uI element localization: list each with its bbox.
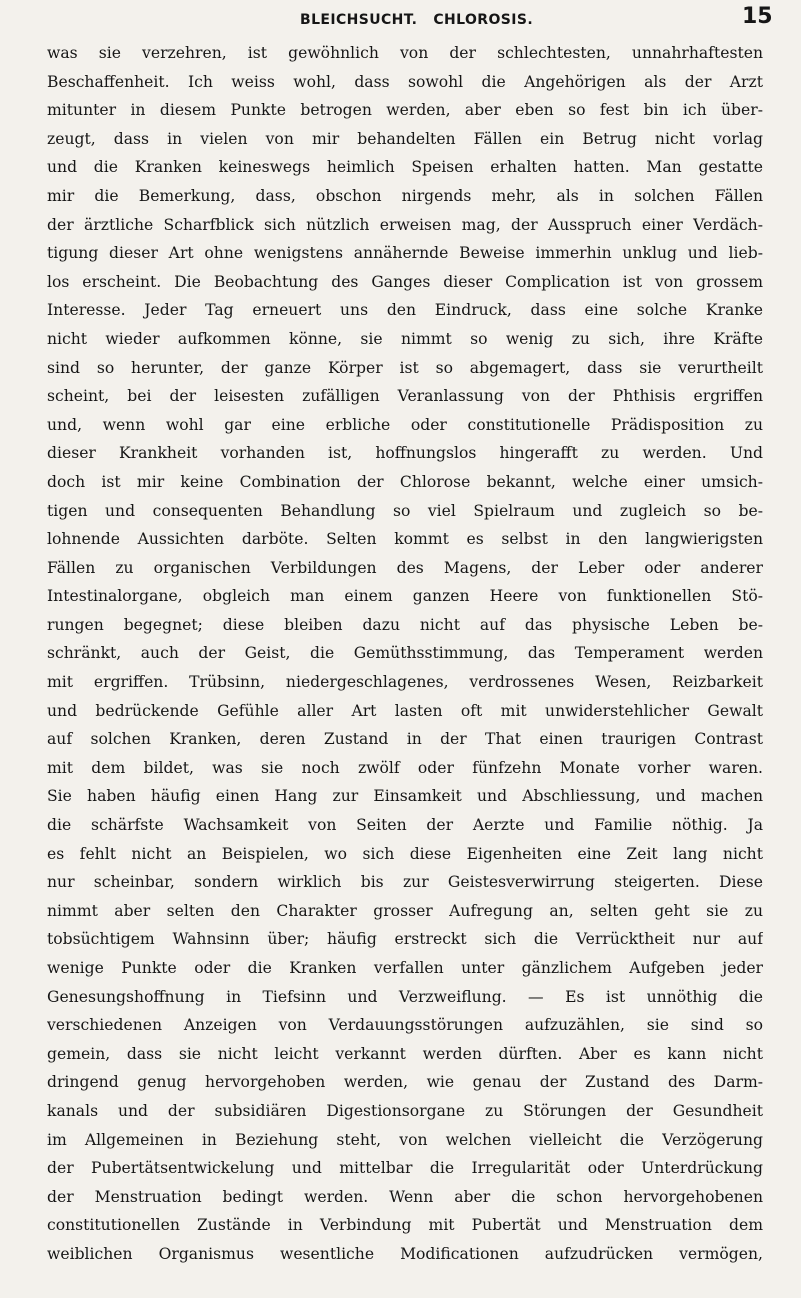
text-line: rungen begegnet; diese bleiben dazu nicht auf das physische Leben be- [47,615,763,634]
text-line: nur scheinbar, sondern wirklich bis zur Geistesverwirrung steigerten. Diese [47,873,763,892]
text-line: was sie verzehren, ist gewöhnlich von der schlechtesten, unnahrhaftesten [47,44,763,62]
text-line: mit ergriffen. Trübsinn, niedergeschlagenes, verdrossenes Wesen, Reizbarkeit [47,673,763,692]
running-head-right: CHLOROSIS. [433,12,534,28]
text-line: nicht wieder aufkommen könne, sie nimmt so wenig zu sich, ihre Kräfte [47,329,763,348]
text-line: der Menstruation bedingt werden. Wenn aber die schon hervorgehobenen [47,1187,763,1206]
text-line: verschiedenen Anzeigen von Verdauungsstörungen aufzuzählen, sie sind so [47,1016,763,1035]
text-line: nimmt aber selten den Charakter grosser Aufregung an, selten geht sie zu [47,901,763,920]
running-head-left: BLEICHSUCHT. [300,12,418,28]
text-line: tigen und consequenten Behandlung so viel Spielraum und zugleich so be- [47,501,763,520]
running-head [300,12,533,28]
page-header [0,4,801,38]
text-line: Intestinalorgane, obgleich man einem ganzen Heere von funktionellen Stö- [47,587,763,606]
text-line: der Pubertätsentwickelung und mittelbar die Irregularität oder Unterdrückung [47,1159,763,1178]
text-line: gemein, dass sie nicht leicht verkannt werden dürften. Aber es kann nicht [47,1044,763,1063]
text-line: mir die Bemerkung, dass, obschon nirgends mehr, als in solchen Fällen [47,186,763,205]
text-line: und, wenn wohl gar eine erbliche oder constitutionelle Prädisposition zu [47,415,763,434]
text-line: dringend genug hervorgehoben werden, wie genau der Zustand des Darm- [47,1073,763,1092]
text-line: lohnende Aussichten darböte. Selten kommt es selbst in den langwierigsten [47,530,763,549]
text-line: mit dem bildet, was sie noch zwölf oder fünfzehn Monate vorher waren. [47,758,763,777]
text-line: und die Kranken keineswegs heimlich Speisen erhalten hatten. Man gestatte [47,158,763,177]
page-number: 15 [742,4,773,29]
text-line: scheint, bei der leisesten zufälligen Veranlassung von der Phthisis ergriffen [47,387,763,406]
text-line: tigung dieser Art ohne wenigstens annähernde Beweise immerhin unklug und lieb- [47,244,763,263]
text-line: mitunter in diesem Punkte betrogen werden, aber eben so fest bin ich über- [47,101,763,120]
text-line: schränkt, auch der Geist, die Gemüthsstimmung, das Temperament werden [47,644,763,663]
text-line: tobsüchtigem Wahnsinn über; häufig erstreckt sich die Verrücktheit nur auf [47,930,763,949]
text-line: es fehlt nicht an Beispielen, wo sich diese Eigenheiten eine Zeit lang nicht [47,844,763,863]
text-line: der ärztliche Scharfblick sich nützlich erweisen mag, der Ausspruch einer Verdäch- [47,215,763,234]
text-line: constitutionellen Zustände in Verbindung mit Pubertät und Menstruation dem [47,1216,763,1235]
text-line: weiblichen Organismus wesentliche Modificationen aufzudrücken vermögen, [47,1244,763,1263]
text-line: kanals und der subsidiären Digestionsorgane zu Störungen der Gesundheit [47,1101,763,1120]
text-line: dieser Krankheit vorhanden ist, hoffnungslos hingerafft zu werden. Und [47,444,763,463]
text-line: Genesungshoffnung in Tiefsinn und Verzweiflung. — Es ist unnöthig die [47,987,763,1006]
text-line: Interesse. Jeder Tag erneuert uns den Eindruck, dass eine solche Kranke [47,301,763,320]
text-line: die schärfste Wachsamkeit von Seiten der Aerzte und Familie nöthig. Ja [47,816,763,835]
text-line: zeugt, dass in vielen von mir behandelten Fällen ein Betrug nicht vorlag [47,129,763,148]
body-text [47,39,763,1297]
text-line [47,1269,763,1298]
text-line: sind so herunter, der ganze Körper ist so abgemagert, dass sie verurtheilt [47,358,763,377]
text-line: Beschaffenheit. Ich weiss wohl, dass sowohl die Angehörigen als der Arzt [47,72,763,91]
text-line: los erscheint. Die Beobachtung des Ganges dieser Complication ist von grossem [47,272,763,291]
text-line: wenige Punkte oder die Kranken verfallen unter gänzlichem Aufgeben jeder [47,959,763,977]
text-line: im Allgemeinen in Beziehung steht, von welchen vielleicht die Verzögerung [47,1130,763,1149]
text-line: und bedrückende Gefühle aller Art lasten oft mit unwiderstehlicher Gewalt [47,701,763,720]
text-line: auf solchen Kranken, deren Zustand in der That einen traurigen Contrast [47,730,763,749]
text-line: Sie haben häufig einen Hang zur Einsamkeit und Abschliessung, und machen [47,787,763,806]
text-line: Fällen zu organischen Verbildungen des Magens, der Leber oder anderer [47,558,763,577]
text-line: doch ist mir keine Combination der Chlorose bekannt, welche einer umsich- [47,472,763,491]
